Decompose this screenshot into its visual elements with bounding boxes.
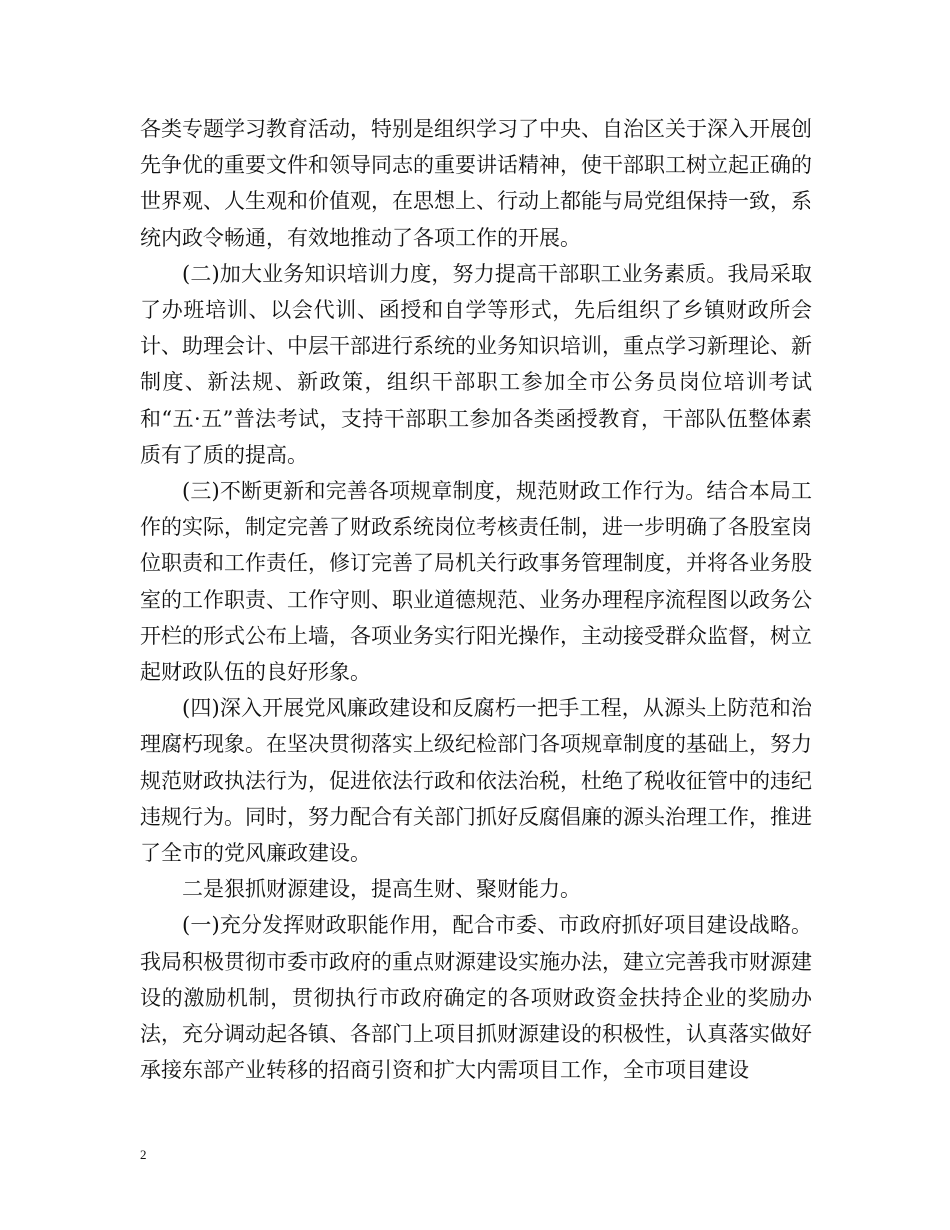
paragraph-4: (四)深入开展党风廉政建设和反腐朽一把手工程，从源头上防范和治理腐朽现象。在坚决贯彻落实上级纪检部门各项规章制度的基础上，努力规范财政执法行为，促进依法行政和依法治税，杜绝了税收征管中的违纪违规行为。同时，努力配合有关部门抓好反腐倡廉的源头治理工作，推进了全市的党风廉政建设。 (140, 696, 812, 866)
paragraph-3: (三)不断更新和完善各项规章制度，规范财政工作行为。结合本局工作的实际，制定完善了财政系统岗位考核责任制，进一步明确了各股室岗位职责和工作责任，修订完善了局机关行政事务管理制度，并将各业务股室的工作职责、工作守则、职业道德规范、业务办理程序流程图以政务公开栏的形式公布上墙，各项业务实行阳光操作，主动接受群众监督，树立起财政队伍的良好形象。 (140, 479, 812, 685)
paragraph-6: (一)充分发挥财政职能作用，配合市委、市政府抓好项目建设战略。我局积极贯彻市委市政府的重点财源建设实施办法，建立完善我市财源建设的激励机制，贯彻执行市政府确定的各项财政资金扶持企业的奖励办法，充分调动起各镇、各部门上项目抓财源建设的积极性，认真落实做好承接东部产业转移的招商引资和扩大内需项目工作，全市项目建设 (140, 913, 812, 1083)
body-text (140, 111, 812, 1088)
paragraph-1: 各类专题学习教育活动，特别是组织学习了中央、自治区关于深入开展创先争优的重要文件和领导同志的重要讲话精神，使干部职工树立起正确的世界观、人生观和价值观，在思想上、行动上都能与局党组保持一致，系统内政令畅通，有效地推动了各项工作的开展。 (140, 117, 812, 250)
paragraph-2: (二)加大业务知识培训力度，努力提高干部职工业务素质。我局采取了办班培训、以会代训、函授和自学等形式，先后组织了乡镇财政所会计、助理会计、中层干部进行系统的业务知识培训，重点学习新理论、新制度、新法规、新政策，组织干部职工参加全市公务员岗位培训考试和“五·五”普法考试，支持干部职工参加各类函授教育，干部队伍整体素质有了质的提高。 (140, 261, 812, 467)
paragraph-5: 二是狠抓财源建设，提高生财、聚财能力。 (182, 877, 581, 902)
page-number: 2 (140, 1147, 147, 1162)
